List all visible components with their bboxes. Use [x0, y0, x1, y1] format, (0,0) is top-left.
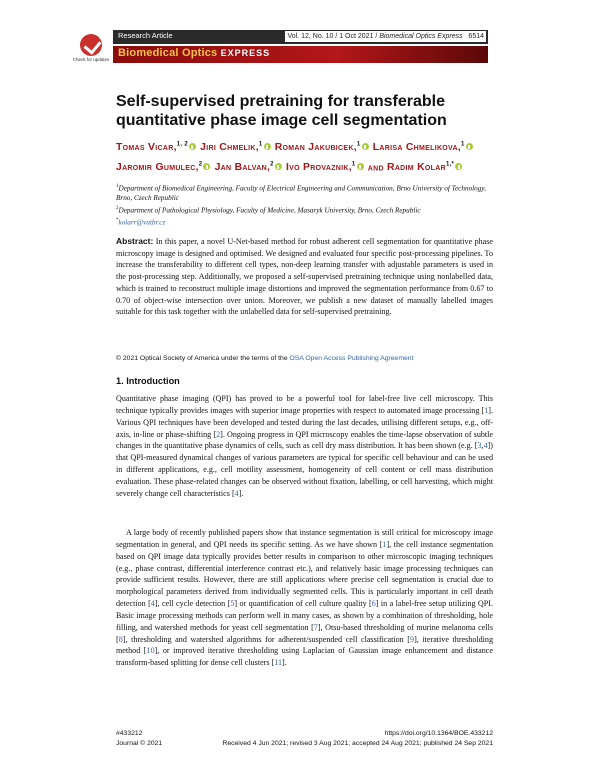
- author-list: [116, 137, 491, 177]
- orcid-icon[interactable]: [189, 143, 196, 150]
- affiliations: [116, 182, 491, 228]
- author-affiliation-sup: 1: [356, 142, 361, 148]
- issue-info: [285, 31, 486, 42]
- issue-volume: Vol. 12, No. 10 / 1 Oct 2021 /: [287, 33, 380, 40]
- author-affiliation-sup: 1: [351, 161, 356, 168]
- citation-link[interactable]: 1: [484, 405, 489, 415]
- author-name: Larisa Chmelikova,: [372, 142, 462, 154]
- citation-link[interactable]: 10: [146, 646, 155, 656]
- publication-dates: Received 4 Jun 2021; revised 3 Aug 2021; accepted 24 Aug 2021; published 24 Sep 2021: [222, 740, 493, 747]
- orcid-icon[interactable]: [466, 143, 473, 150]
- author: [275, 142, 370, 153]
- abstract-text: In this paper, a novel U-Net-based method for robust adherent cell segmentation for quantitative phase microscopy image is designed and optimised. We designed and evaluated four specific post-processing pipelines. To increase the transferability to different cell types, non-deep learning transfer with adjustable parameters is used in the post-processing step. Additionally, we proposed a self-supervised pretraining technique using nonlabelled data, which is trained to reconstruct multiple image distortions and improved the segmentation performance from 0.67 to 0.70 of object-wise intersection over union. Moreover, we publish a new dataset of manually labelled images suitable for this task together with the unlabelled data for self-supervised pretraining.: [116, 237, 493, 317]
- intro-paragraph-1: Quantitative phase imaging (QPI) has proved to be a powerful tool for label-free live cell microscopy. This technique typically provides images with superior image properties with respect to automated image processing [1]. Various QPI techniques have been developed and tested during the last decades, utilising different setups, e.g., off-axis, in-line or phase-shifting [2]. Ongoing progress in QPI microscopy enables the time-lapse observation of subtle changes in the quantitative phase dynamics of cells, such as cell dry mass distribution. It has been shown (e.g. [3,4]) that QPI-measured dynamical changes of various parameters are typical for specific cell behaviour and can be used in different applications, e.g., cell motility assessment, homogeneity of cell content or cell mass distribution evaluation. These phase-related changes can be observed without fixation, labelling, or cell harvesting, which might severely change cell characteristics [4].: [116, 394, 493, 498]
- citation-link[interactable]: 2: [216, 429, 221, 439]
- orcid-icon[interactable]: [275, 163, 282, 170]
- journal-logo: [118, 47, 270, 59]
- citation-link[interactable]: 4: [150, 599, 155, 609]
- doi-link[interactable]: https://doi.org/10.1364/BOE.433212: [384, 730, 493, 737]
- orcid-icon[interactable]: [203, 163, 210, 170]
- check-updates-label: Check for updates: [72, 57, 110, 62]
- author-affiliation-sup: 1: [461, 142, 465, 148]
- author: [215, 162, 283, 173]
- affiliation-1: $^1$Department of Biomedical Engineering, Faculty of Electrical Engineering and Communication, Brno University of Technology, Brno, Czech Republic: [116, 184, 486, 202]
- citation-link[interactable]: 6: [371, 599, 376, 609]
- author-name: Tomas Vicar,: [116, 142, 177, 154]
- corresponding-email[interactable]: *kolarr@vutbr.cz: [116, 217, 166, 226]
- author: [116, 162, 211, 173]
- author: [387, 162, 463, 173]
- paper-title: Self-supervised pretraining for transferable quantitative phase image cell segmentation: [116, 93, 447, 129]
- citation-link[interactable]: 8: [118, 634, 123, 644]
- author-name: Radim Kolar: [387, 162, 446, 174]
- author-name: Jan Balvan,: [214, 162, 271, 174]
- page-number: 6514: [468, 33, 484, 40]
- author: [200, 142, 271, 153]
- citation-link[interactable]: 7: [313, 622, 318, 632]
- orcid-icon[interactable]: [264, 143, 271, 150]
- author-and: and: [367, 162, 388, 174]
- citation-link[interactable]: 3: [477, 441, 482, 451]
- author-affiliation-sup: 2: [270, 161, 274, 168]
- abstract-label: Abstract:: [116, 236, 154, 246]
- issue-journal: Biomedical Optics Express: [379, 33, 463, 40]
- copyright-text: © 2021 Optical Society of America under the terms of the: [116, 355, 290, 362]
- citation-link[interactable]: 4: [483, 441, 488, 451]
- citation-link[interactable]: 1: [382, 539, 387, 549]
- license-link[interactable]: OSA Open Access Publishing Agreement: [289, 355, 414, 362]
- author-affiliation-sup: 2: [198, 161, 203, 168]
- journal-name-main: Biomedical Optics: [118, 47, 218, 59]
- author: [373, 142, 474, 153]
- abstract: [116, 236, 493, 318]
- page-header: [0, 0, 600, 72]
- section-heading-introduction: 1. Introduction: [116, 376, 180, 386]
- journal-name-express: EXPRESS: [220, 48, 271, 58]
- article-id: #433212: [116, 730, 143, 737]
- author-name: Jaromir Gumulec,: [116, 162, 199, 174]
- author-affiliation-sup: 1: [258, 142, 263, 148]
- citation-link[interactable]: 4: [234, 488, 239, 498]
- citation-link[interactable]: 9: [410, 634, 415, 644]
- author-name: Ivo Provaznik,: [285, 162, 352, 174]
- citation-link[interactable]: 11: [274, 658, 283, 668]
- author: [116, 142, 197, 153]
- footer-line-1: [116, 730, 493, 737]
- footer-line-2: [116, 740, 493, 747]
- checkmark-icon: [80, 34, 102, 56]
- orcid-icon[interactable]: [362, 143, 369, 150]
- author-affiliation-sup: 1, 2: [176, 142, 188, 148]
- author-name: Roman Jakubicek,: [274, 142, 357, 154]
- affiliation-2: $^2$Department of Pathological Physiology, Faculty of Medicine, Masaryk University, Brno, Czech Republic: [116, 205, 421, 214]
- journal-copyright: Journal © 2021: [116, 740, 163, 747]
- check-for-updates-badge[interactable]: [72, 34, 110, 62]
- citation-link[interactable]: 5: [230, 599, 235, 609]
- intro-paragraph-2: A large body of recently published papers show that instance segmentation is still critical for microscopy image segmentation in general, and QPI needs its specific setting. As we have shown [1], the cell instance segmentation based on QPI image data typically provides better results in comparison to other microscopic imaging techniques (e.g., phase contrast, differential interference contrast etc.), and relatively basic image processing techniques can provide sufficient results. However, there are still applications where precise cell segmentation is crucial due to morphological parameters derived from individually segmented cells. This is particularly important in cell death detection [4], cell cycle detection [5] or quantification of cell culture quality [6] in a label-free setup utilizing QPI. Basic image processing methods can perform well in many cases, as shown by a combination of thresholding, hole filling, and watershed methods for yeast cell segmentation [7], Otsu-based thresholding of murine melanoma cells [8], thresholding and watershed algorithms for adherent/suspended cell classification [9], iterative thresholding method [10], or improved iterative thresholding using Laplacian of Gaussian image enhancement and distance transform-based splitting for dense cell clusters [11].: [116, 528, 494, 668]
- orcid-icon[interactable]: [357, 163, 364, 170]
- author: [286, 162, 365, 173]
- author-affiliation-sup: 1,*: [445, 161, 455, 168]
- article-type: Research Article: [118, 31, 173, 40]
- author-name: Jiri Chmelik,: [200, 142, 259, 154]
- copyright-notice: [116, 355, 493, 362]
- orcid-icon[interactable]: [455, 163, 462, 170]
